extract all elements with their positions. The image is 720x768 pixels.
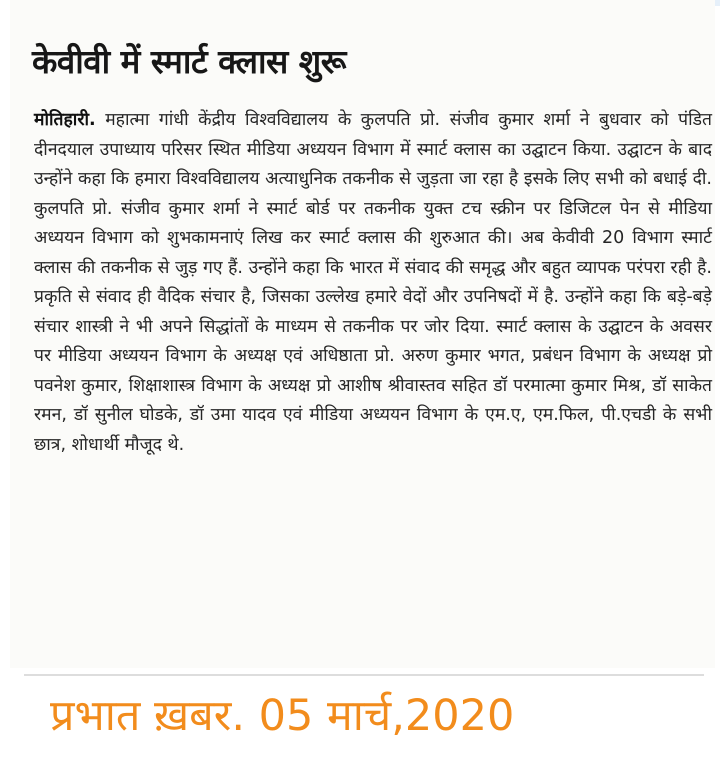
source-caption: प्रभात ख़बर. 05 मार्च,2020 bbox=[50, 691, 515, 741]
headline: केवीवी में स्मार्ट क्लास शुरू bbox=[32, 42, 346, 81]
article-body bbox=[34, 106, 712, 460]
news-clipping bbox=[10, 0, 715, 668]
dateline: मोतिहारी. bbox=[34, 110, 96, 130]
clipping-bottom-edge bbox=[24, 674, 704, 676]
article-body-text: महात्मा गांधी केंद्रीय विश्वविद्यालय के कुलपति प्रो. संजीव कुमार शर्मा ने बुधवार को पंडित दीनदयाल उपाध्याय परिसर स्थित मीडिया अध्ययन विभाग में स्मार्ट क्लास का उद्घाटन किया. उद्घाटन के बाद उन्होंने कहा कि हमारा विश्वविद्यालय अत्याधुनिक तकनीक से जुड़ता जा रहा है इसके लिए सभी को बधाई दी. कुलपति प्रो. संजीव कुमार शर्मा ने स्मार्ट बोर्ड पर तकनीक युक्त टच स्क्रीन पर डिजिटल पेन से मीडिया अध्ययन विभाग को शुभकामनाएं लिख कर स्मार्ट क्लास की शुरुआत की। अब केवीवी 20 विभाग स्मार्ट क्लास की तकनीक से जुड़ गए हैं. उन्होंने कहा कि भारत में संवाद की समृद्ध और बहुत व्यापक परंपरा रही है. प्रकृति से संवाद ही वैदिक संचार है, जिसका उल्लेख हमारे वेदों और उपनिषदों में है. उन्होंने कहा कि बड़े-बड़े संचार शास्त्री ने भी अपने सिद्धांतों के माध्यम से तकनीक पर जोर दिया. स्मार्ट क्लास के उद्घाटन के अवसर पर मीडिया अध्ययन विभाग के अध्यक्ष एवं अधिष्ठाता प्रो. अरुण कुमार भगत, प्रबंधन विभाग के अध्यक्ष प्रो पवनेश कुमार, शिक्षाशास्त्र विभाग के अध्यक्ष प्रो आशीष श्रीवास्तव सहित डॉ परमात्मा कुमार मिश्र, डॉ साकेत रमन, डॉ सुनील घोडके, डॉ उमा यादव एवं मीडिया अध्ययन विभाग के एम.ए, एम.फिल, पी.एचडी के सभी छात्र, शोधार्थी मौजूद थे. bbox=[34, 110, 712, 455]
